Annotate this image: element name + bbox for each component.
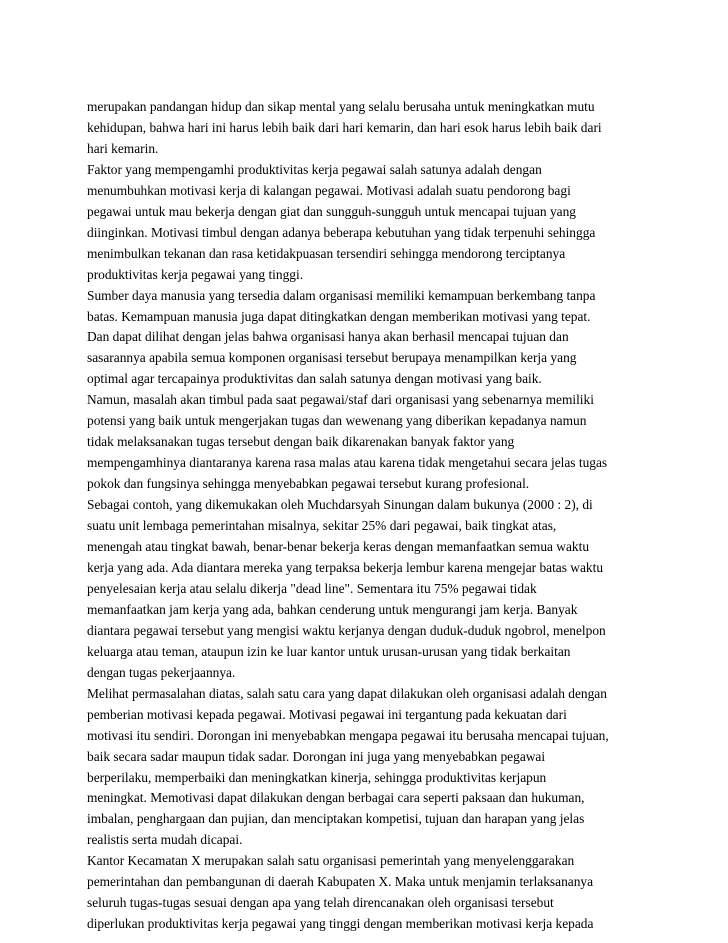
text-line: realistis serta mudah dicapai. (87, 832, 243, 848)
text-line: seluruh tugas-tugas sesuai dengan apa yang telah direncanakan oleh organisasi tersebut (87, 895, 554, 911)
text-line: hari kemarin. (87, 140, 159, 156)
text-line: diantara pegawai tersebut yang mengisi waktu kerjanya dengan duduk-duduk ngobrol, menelpon (87, 622, 606, 638)
text-line: Faktor yang mempengamhi produktivitas kerja pegawai salah satunya adalah dengan (87, 161, 542, 177)
text-line: Sumber daya manusia yang tersedia dalam organisasi memiliki kemampuan berkembang tanpa (87, 287, 596, 303)
text-line: Melihat permasalahan diatas, salah satu cara yang dapat dilakukan oleh organisasi adalah dengan (87, 685, 607, 701)
text-line: berperilaku, memperbaiki dan meningkatkan kinerja, sehingga produktivitas kerjapun (87, 769, 547, 785)
text-line: Dan dapat dilihat dengan jelas bahwa organisasi hanya akan berhasil mencapai tujuan dan (87, 329, 569, 345)
text-line: menumbuhkan motivasi kerja di kalangan pegawai. Motivasi adalah suatu pendorong bagi (87, 182, 571, 198)
text-line: Namun, masalah akan timbul pada saat pegawai/staf dari organisasi yang sebenarnya memiliki (87, 392, 594, 408)
text-line: pemberian motivasi kepada pegawai. Motivasi pegawai ini tergantung pada kekuatan dari (87, 706, 567, 722)
text-line: keluarga atau teman, ataupun izin ke luar kantor untuk urusan-urusan yang tidak berkaitan (87, 643, 571, 659)
text-line: batas. Kemampuan manusia juga dapat ditingkatkan dengan memberikan motivasi yang tepat. (87, 308, 591, 324)
text-line: memanfaatkan jam kerja yang ada, bahkan cenderung untuk mengurangi jam kerja. Banyak (87, 601, 578, 617)
text-line: mempengamhinya diantaranya karena rasa malas atau karena tidak mengetahui secara jelas tugas (87, 455, 608, 471)
text-line: pemerintahan dan pembangunan di daerah Kabupaten X. Maka untuk menjamin terlaksananya (87, 874, 594, 890)
text-line: produktivitas kerja pegawai yang tinggi. (87, 266, 304, 282)
text-line: motivasi itu sendiri. Dorongan ini menyebabkan mengapa pegawai itu berusaha mencapai tujuan, (87, 727, 609, 743)
document-body (87, 97, 647, 935)
text-line: diinginkan. Motivasi timbul dengan adanya beberapa kebutuhan yang tidak terpenuhi sehingga (87, 224, 596, 240)
text-line: penyelesaian kerja atau selalu dikerja "dead line". Sementara itu 75% pegawai tidak (87, 580, 537, 596)
text-line: diperlukan produktivitas kerja pegawai yang tinggi dengan memberikan motivasi kerja kepada (87, 916, 594, 932)
text-line: tidak melaksanakan tugas tersebut dengan baik dikarenakan banyak faktor yang (87, 434, 515, 450)
text-line: meningkat. Memotivasi dapat dilakukan dengan berbagai cara seperti paksaan dan hukuman, (87, 790, 585, 806)
text-line: sasarannya apabila semua komponen organisasi tersebut berupaya menampilkan kerja yang (87, 350, 577, 366)
text-line: baik secara sadar maupun tidak sadar. Dorongan ini juga yang menyebabkan pegawai (87, 748, 546, 764)
text-line: potensi yang baik untuk mengerjakan tugas dan wewenang yang diberikan kepadanya namun (87, 413, 587, 429)
text-line: dengan tugas pekerjaannya. (87, 664, 236, 680)
text-line: menimbulkan tekanan dan rasa ketidakpuasan tersendiri sehingga mendorong terciptanya (87, 245, 566, 261)
text-line: pokok dan fungsinya sehingga menyebabkan pegawai tersebut kurang profesional. (87, 476, 530, 492)
text-line: imbalan, penghargaan dan pujian, dan menciptakan kompetisi, tujuan dan harapan yang jelas (87, 811, 585, 827)
text-line: pegawai untuk mau bekerja dengan giat dan sungguh-sungguh untuk mencapai tujuan yang (87, 203, 576, 219)
text-line: kerja yang ada. Ada diantara mereka yang terpaksa bekerja lembur karena mengejar batas waktu (87, 559, 604, 575)
text-line: optimal agar tercapainya produktivitas dan salah satunya dengan motivasi yang baik. (87, 371, 542, 387)
text-line: Kantor Kecamatan X merupakan salah satu organisasi pemerintah yang menyelenggarakan (87, 853, 575, 869)
text-line: suatu unit lembaga pemerintahan misalnya, sekitar 25% dari pegawai, baik tingkat atas, (87, 518, 557, 534)
text-line: Sebagai contoh, yang dikemukakan oleh Muchdarsyah Sinungan dalam bukunya (2000 : 2), di (87, 497, 593, 513)
text-line: kehidupan, bahwa hari ini harus lebih baik dari hari kemarin, dan hari esok harus lebih baik dari (87, 119, 602, 135)
text-line: menengah atau tingkat bawah, benar-benar bekerja keras dengan memanfaatkan semua waktu (87, 539, 590, 555)
text-line: merupakan pandangan hidup dan sikap mental yang selalu berusaha untuk meningkatkan mutu (87, 99, 595, 114)
